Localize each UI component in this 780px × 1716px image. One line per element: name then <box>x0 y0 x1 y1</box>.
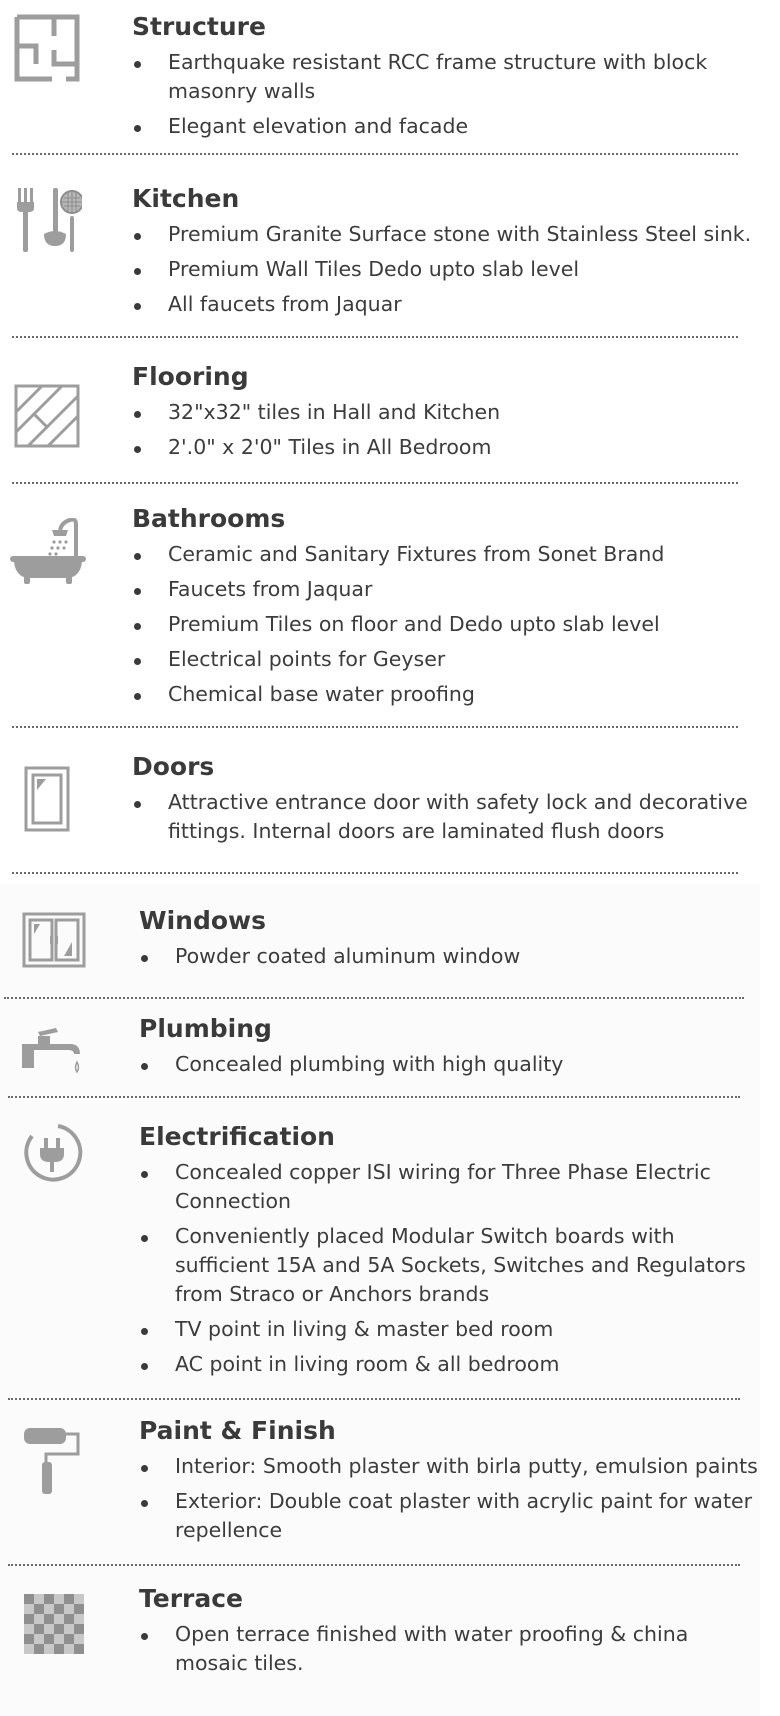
section-divider <box>12 726 738 728</box>
kitchen-utensils-icon <box>14 188 82 254</box>
list-item: Earthquake resistant RCC frame structure with block masonry walls <box>132 48 752 106</box>
section-divider <box>4 997 744 999</box>
list-item: Elegant elevation and facade <box>132 112 752 141</box>
section-title: Structure <box>132 12 266 41</box>
list-item: Premium Tiles on floor and Dedo upto slab level <box>132 610 752 639</box>
list-item: Faucets from Jaquar <box>132 575 752 604</box>
list-item: Chemical base water proofing <box>132 680 752 709</box>
section-title: Doors <box>132 752 215 781</box>
section-divider <box>8 1398 740 1400</box>
paint-roller-icon <box>24 1426 84 1498</box>
section-divider <box>12 872 738 874</box>
list-item: Electrical points for Geyser <box>132 645 752 674</box>
list-item: TV point in living & master bed room <box>139 1315 759 1344</box>
list-item: All faucets from Jaquar <box>132 290 752 319</box>
section-title: Terrace <box>139 1584 243 1613</box>
section-title: Bathrooms <box>132 504 286 533</box>
list-item: AC point in living room & all bedroom <box>139 1350 759 1379</box>
section-divider <box>12 153 738 155</box>
list-item: 2'.0" x 2'0" Tiles in All Bedroom <box>132 433 752 462</box>
floor-tiles-icon <box>14 384 80 448</box>
section-divider <box>8 1096 740 1098</box>
list-item: Exterior: Double coat plaster with acrylic paint for water repellence <box>139 1487 759 1545</box>
checkered-tiles-icon <box>24 1594 84 1654</box>
power-plug-icon <box>22 1122 84 1184</box>
window-icon <box>22 912 86 968</box>
section-divider <box>12 336 738 338</box>
list-item: Concealed plumbing with high quality <box>139 1050 759 1079</box>
list-item: Open terrace finished with water proofing & china mosaic tiles. <box>139 1620 759 1678</box>
list-item: Concealed copper ISI wiring for Three Phase Electric Connection <box>139 1158 759 1216</box>
faucet-icon <box>22 1028 86 1076</box>
section-divider <box>8 1564 740 1566</box>
list-item: 32"x32" tiles in Hall and Kitchen <box>132 398 752 427</box>
bathtub-shower-icon <box>10 518 86 586</box>
floor-plan-icon <box>14 14 80 82</box>
section-title: Kitchen <box>132 184 240 213</box>
list-item: Premium Granite Surface stone with Stainless Steel sink. <box>132 220 752 249</box>
list-item: Powder coated aluminum window <box>139 942 759 971</box>
list-item: Premium Wall Tiles Dedo upto slab level <box>132 255 752 284</box>
section-title: Electrification <box>139 1122 335 1151</box>
section-divider <box>12 482 738 484</box>
list-item: Conveniently placed Modular Switch boards with sufficient 15A and 5A Sockets, Switches and Regulators from Straco or Anchors brands <box>139 1222 759 1309</box>
section-title: Plumbing <box>139 1014 272 1043</box>
section-title: Flooring <box>132 362 249 391</box>
list-item: Ceramic and Sanitary Fixtures from Sonet Brand <box>132 540 752 569</box>
section-title: Paint & Finish <box>139 1416 336 1445</box>
section-title: Windows <box>139 906 266 935</box>
door-icon <box>24 766 70 832</box>
list-item: Interior: Smooth plaster with birla putty, emulsion paints <box>139 1452 759 1481</box>
list-item: Attractive entrance door with safety lock and decorative fittings. Internal doors are laminated flush doors <box>132 788 752 846</box>
